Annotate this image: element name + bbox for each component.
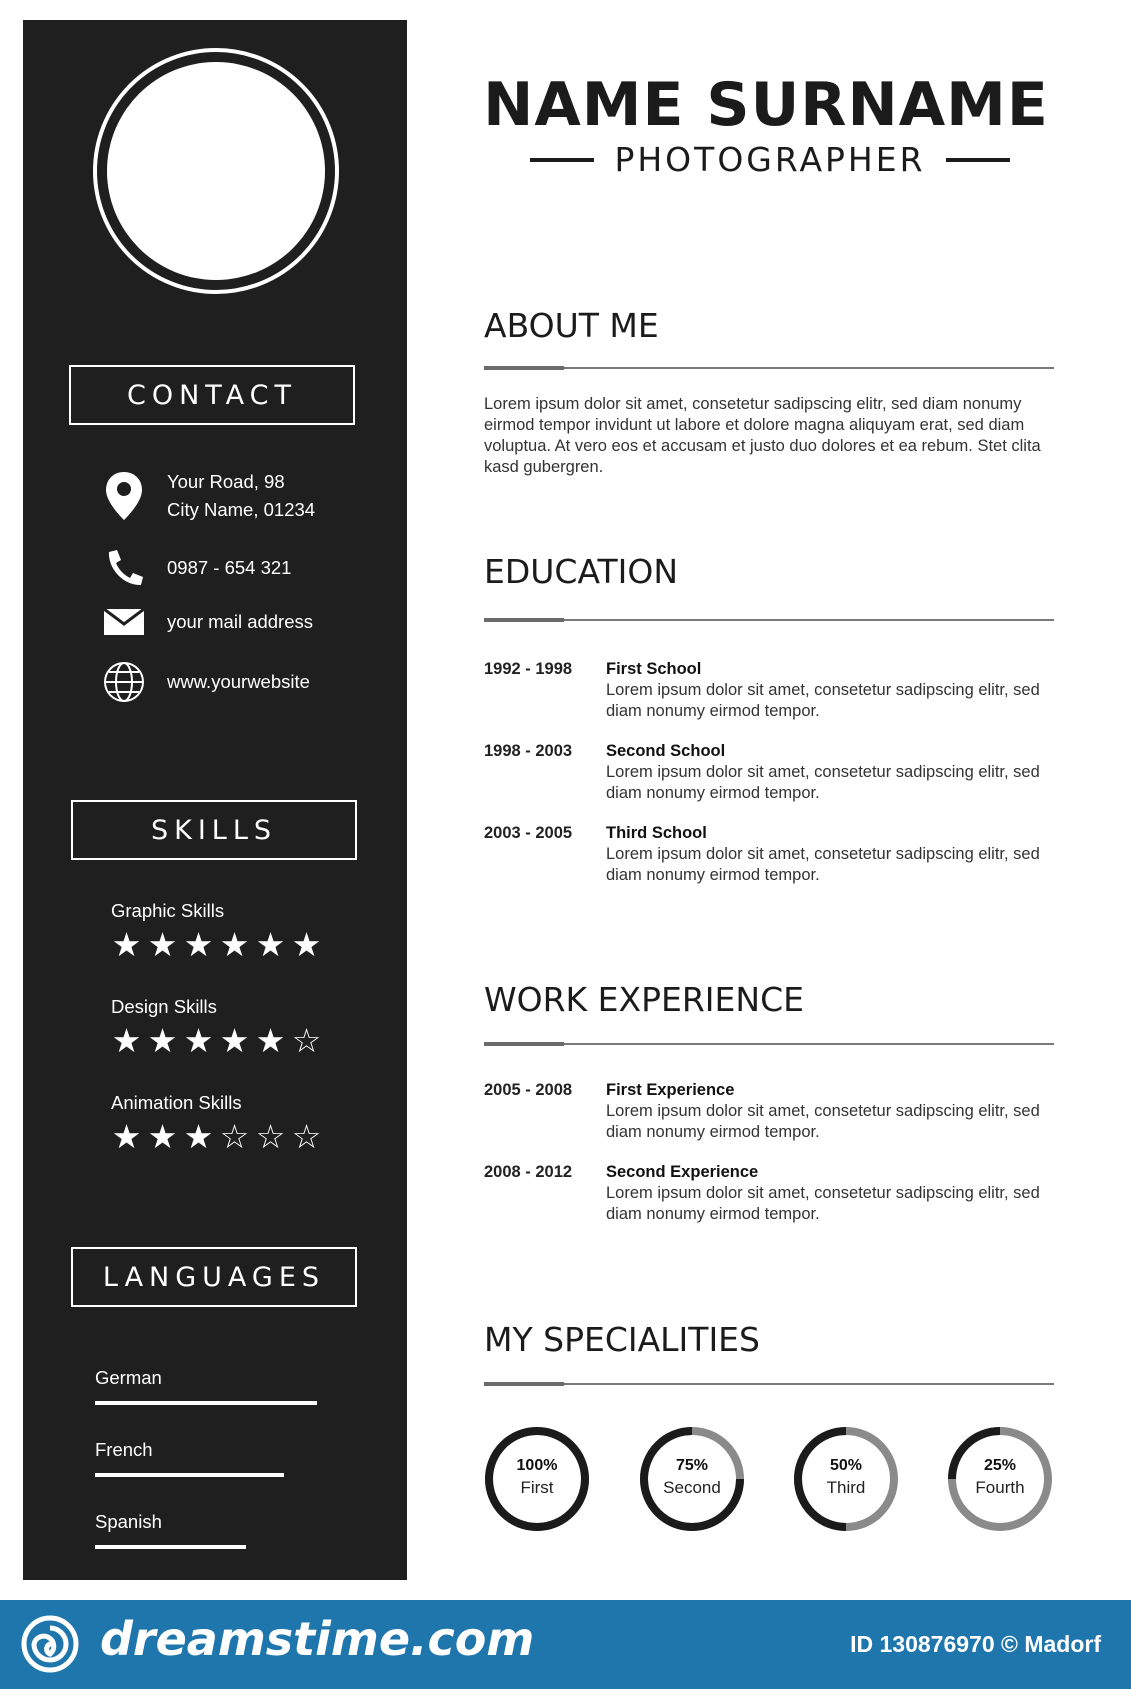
entry-description: Lorem ipsum dolor sit amet, consetetur sadipscing elitr, sed diam nonumy eirmod tempor. (606, 845, 1040, 884)
skill-label: Design Skills (111, 996, 217, 1017)
speciality-percent: 25% (983, 1457, 1017, 1474)
entry-description: Lorem ipsum dolor sit amet, consetetur sadipscing elitr, sed diam nonumy eirmod tempor. (606, 1184, 1040, 1223)
language-label: German (95, 1367, 162, 1388)
speciality-percent: 100% (516, 1457, 558, 1474)
language-label: Spanish (95, 1511, 162, 1532)
phone-number[interactable]: 0987 - 654 321 (167, 557, 292, 578)
divider (530, 158, 594, 162)
star-empty-icon: ☆ (291, 1118, 322, 1155)
skill-label: Animation Skills (111, 1092, 242, 1113)
skill-animation (111, 1092, 322, 1154)
entry-description: Lorem ipsum dolor sit amet, consetetur sadipscing elitr, sed diam nonumy eirmod tempor. (606, 763, 1040, 802)
skill-label: Graphic Skills (111, 900, 225, 921)
star-filled-icon: ★ (147, 926, 178, 963)
skill-rating (111, 928, 322, 962)
star-filled-icon: ★ (219, 926, 250, 963)
star-filled-icon: ★ (111, 1022, 142, 1059)
section-divider-accent (484, 1042, 564, 1046)
contact-heading: CONTACT (69, 365, 355, 425)
profession-title: PHOTOGRAPHER (614, 140, 926, 179)
image-id: ID 130876970 © Madorf (850, 1631, 1101, 1657)
website-url[interactable]: www.yourwebsite (167, 671, 310, 692)
star-filled-icon: ★ (147, 1118, 178, 1155)
star-empty-icon: ☆ (255, 1118, 286, 1155)
section-divider-accent (484, 1382, 564, 1386)
entry-years: 1992 - 1998 (484, 660, 573, 678)
speciality-ring (638, 1425, 746, 1533)
entry-title: Second Experience (606, 1163, 759, 1181)
about-heading: ABOUT ME (484, 306, 659, 345)
star-filled-icon: ★ (255, 1022, 286, 1059)
section-divider-accent (484, 366, 564, 370)
entry-title: Third School (606, 824, 707, 842)
language-label: French (95, 1439, 153, 1460)
brand-name[interactable]: dreamstime.com (100, 1612, 535, 1666)
speciality-label: First (520, 1478, 554, 1497)
star-filled-icon: ★ (111, 1118, 142, 1155)
star-filled-icon: ★ (183, 1022, 214, 1059)
entry-years: 2003 - 2005 (484, 824, 573, 842)
work-entry (484, 1080, 1046, 1143)
speciality-percent: 50% (829, 1457, 863, 1474)
speciality-label: Third (826, 1478, 866, 1497)
star-empty-icon: ☆ (291, 1022, 322, 1059)
spiral-logo-icon (20, 1614, 80, 1674)
education-heading: EDUCATION (484, 552, 679, 591)
mail-icon (101, 608, 147, 636)
contact-address (101, 468, 315, 524)
section-divider (484, 1383, 1054, 1385)
profession-row (530, 140, 1010, 179)
section-divider (484, 619, 1054, 621)
speciality-ring (483, 1425, 591, 1533)
speciality-label: Fourth (975, 1478, 1025, 1497)
contact-phone (101, 548, 291, 588)
education-entry (484, 741, 1046, 804)
contact-email (101, 608, 313, 636)
watermark-footer (0, 1600, 1131, 1689)
entry-title: First School (606, 660, 702, 678)
entry-title: First Experience (606, 1081, 735, 1099)
star-empty-icon: ☆ (219, 1118, 250, 1155)
skills-heading: SKILLS (71, 800, 357, 860)
star-filled-icon: ★ (147, 1022, 178, 1059)
entry-description: Lorem ipsum dolor sit amet, consetetur sadipscing elitr, sed diam nonumy eirmod tempor. (606, 681, 1040, 720)
language-level-bar (95, 1473, 284, 1477)
section-divider (484, 367, 1054, 369)
divider (946, 158, 1010, 162)
speciality-ring (792, 1425, 900, 1533)
entry-title: Second School (606, 742, 726, 760)
star-filled-icon: ★ (183, 1118, 214, 1155)
address-line-1: Your Road, 98 (167, 471, 285, 492)
work-entry (484, 1162, 1046, 1225)
sidebar (23, 20, 407, 1580)
speciality-percent: 75% (675, 1457, 709, 1474)
about-text: Lorem ipsum dolor sit amet, consetetur sadipscing elitr, sed diam nonumy eirmod tempor invidunt ut labore et dolore magna aliquyam erat, sed diam voluptua. At vero eos et accusam et justo duo dolores et ea rebum. Stet clita kasd gubergren. (484, 395, 1041, 476)
full-name: NAME SURNAME (483, 70, 1049, 140)
language-level-bar (95, 1545, 246, 1549)
language-french (95, 1439, 284, 1477)
phone-icon (101, 548, 147, 588)
language-spanish (95, 1511, 246, 1549)
skill-graphic (111, 900, 322, 962)
globe-icon (101, 661, 147, 703)
language-german (95, 1367, 317, 1405)
profile-photo-placeholder (107, 62, 325, 280)
entry-description: Lorem ipsum dolor sit amet, consetetur sadipscing elitr, sed diam nonumy eirmod tempor. (606, 1102, 1040, 1141)
education-entry (484, 659, 1046, 722)
entry-years: 2005 - 2008 (484, 1081, 573, 1099)
star-filled-icon: ★ (255, 926, 286, 963)
education-entry (484, 823, 1046, 886)
skill-rating (111, 1120, 322, 1154)
work-heading: WORK EXPERIENCE (484, 980, 804, 1019)
entry-years: 2008 - 2012 (484, 1163, 573, 1181)
address-line-2: City Name, 01234 (167, 499, 316, 520)
section-divider (484, 1043, 1054, 1045)
email-address[interactable]: your mail address (167, 611, 314, 632)
skill-rating (111, 1024, 322, 1058)
specialities-heading: MY SPECIALITIES (484, 1320, 760, 1359)
location-pin-icon (101, 470, 147, 522)
entry-years: 1998 - 2003 (484, 742, 573, 760)
star-filled-icon: ★ (291, 926, 322, 963)
star-filled-icon: ★ (183, 926, 214, 963)
languages-heading: LANGUAGES (71, 1247, 357, 1307)
star-filled-icon: ★ (219, 1022, 250, 1059)
speciality-label: Second (663, 1478, 721, 1497)
section-divider-accent (484, 618, 564, 622)
star-filled-icon: ★ (111, 926, 142, 963)
contact-website (101, 661, 310, 703)
profile-photo[interactable] (93, 48, 339, 294)
skill-design (111, 996, 322, 1058)
language-level-bar (95, 1401, 317, 1405)
speciality-ring (946, 1425, 1054, 1533)
